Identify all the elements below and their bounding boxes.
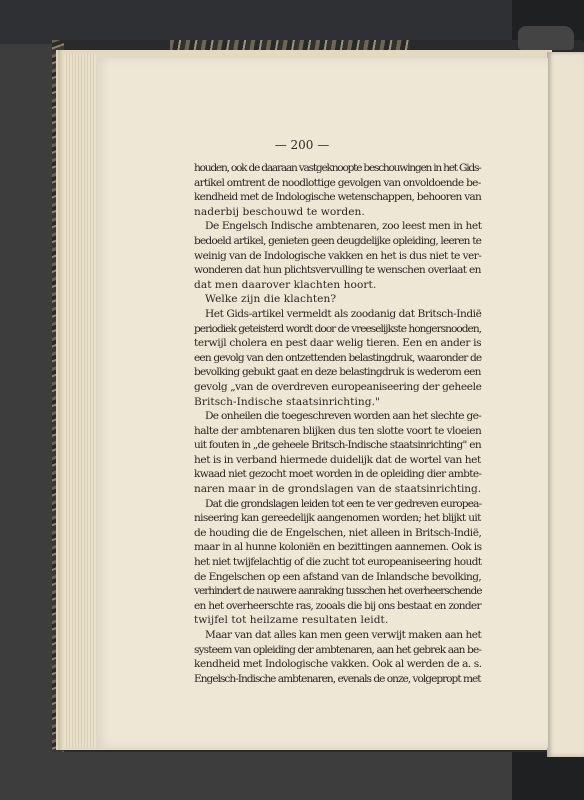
text-line: De onheilen die toegeschreven worden aan het slechte ge- [205,410,482,423]
text-line: Engelsch-Indische ambtenaren, evenals de onze, volgepropt met [194,672,481,685]
text-line: twijfel tot heilzame resultaten leidt. [194,614,389,627]
text-line: weinig van de Indologische vakken en het is dus niet te ver- [194,249,482,262]
text-line: kendheid met de Indologische wetenschappen, behooren van [194,191,482,204]
text-line: Britsch-Indische staatsinrichting." [194,395,380,408]
text-line: wonderen dat hun plichtsvervulling te wenschen overlaat en [194,264,481,277]
text-line: Welke zijn die klachten? [205,293,337,306]
text-line: De Engelsch Indische ambtenaren, zoo leest men in het [205,220,482,233]
text-line: niseering kan gereedelijk aangenomen worden; het blijkt uit [194,512,481,525]
facing-page-edge [547,52,584,757]
page-edges [64,54,96,748]
text-line: gevolg „van de overdreven europeaniseering der geheele [194,380,482,393]
text-line: naderbij beschouwd te worden. [194,205,365,218]
text-line: dat men daarover klachten hoort. [194,278,377,291]
bookmark-ribbon [518,26,574,50]
text-line: bevolking gebukt gaat en deze belastingdruk is wederom een [194,366,481,379]
text-line: halte der ambtenaren blijken dus ten slotte voort te vloeien [194,424,482,437]
text-line: een gevolg van den ontzettenden belastingdruk, waaronder de [194,351,482,364]
text-line: het niet twijfelachtig of die zucht tot europeaniseering houdt [194,556,482,569]
text-line: het is in verband hiermede duidelijk dat de wortel van het [194,453,481,466]
text-line: kendheid met Indologische vakken. Ook al werden de a. s. [194,658,482,671]
text-line: artikel omtrent de noodlottige gevolgen van onvoldoende be- [194,176,481,189]
text-line: uit fouten in „de geheele Britsch-Indische staatsinrichting" en [194,439,481,452]
text-line: bedoeld artikel, genieten geen deugdelijke opleiding, leeren te [194,234,482,247]
text-line: naren maar in de grondslagen van de staatsinrichting. [194,483,481,496]
background-top [0,0,584,44]
text-line: Het Gids-artikel vermeldt als zoodanig dat Britsch-Indië [205,307,482,320]
text-line: verhindert de nauwere aanraking tusschen het overheerschende [194,585,482,598]
text-line: de houding die de Engelschen, niet alleen in Britsch-Indië, [194,526,482,539]
body-text [194,161,484,686]
page-number: — 200 — [274,138,330,152]
text-line: maar in al hunne koloniën en bezittingen aannemen. Ook is [194,541,482,554]
text-line: terwijl cholera en pest daar welig tieren. Een en ander is [194,337,482,350]
text-line: Dat die grondslagen leiden tot een te ver gedreven europea- [205,497,482,510]
text-line: kwaad niet gezocht moet worden in de opleiding dier ambte- [194,468,482,481]
text-line: de Engelschen op een afstand van de Inlandsche bevolking, [194,570,482,583]
text-line: houden, ook de daaraan vastgeknoopte beschouwingen in het Gids- [194,162,481,174]
text-line: en het overheerschte ras, zooals die bij ons bestaat en zonder [194,599,481,612]
text-line: systeem van opleiding der ambtenaren, aan het gebrek aan be- [194,643,482,656]
text-line: Maar van dat alles kan men geen verwijt maken aan het [205,629,482,641]
text-line: periodiek geteisterd wordt door de vreeselijkste hongersnooden, [194,322,482,335]
